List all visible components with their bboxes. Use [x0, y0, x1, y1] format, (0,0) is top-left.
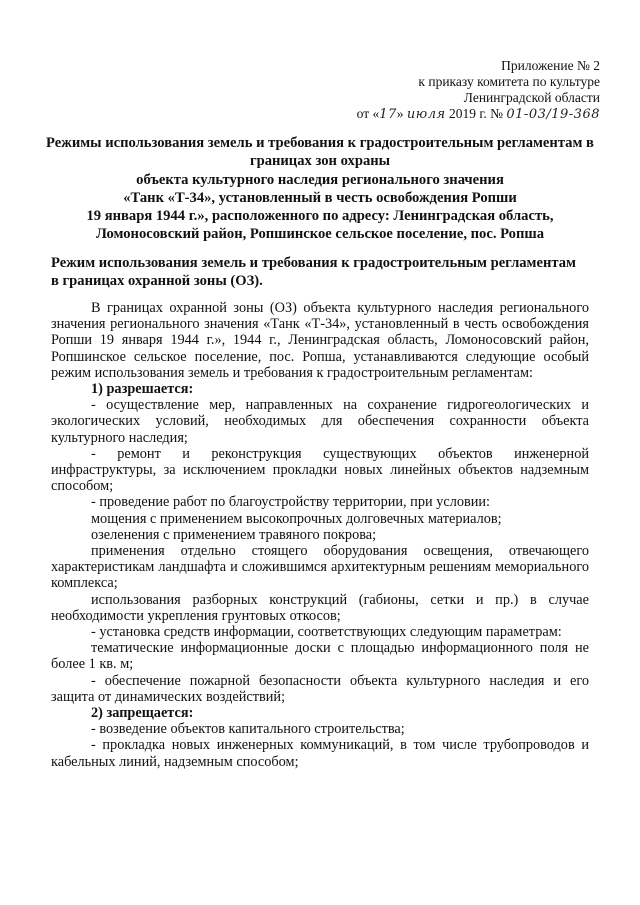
forbidden-item: - возведение объектов капитального строительства;: [91, 721, 405, 738]
allowed-item: - обеспечение пожарной безопасности объекта культурного наследия и его защита от динамических воздействий;: [51, 672, 589, 705]
appendix-line-3: Ленинградской области: [463, 90, 600, 105]
intro-paragraph: В границах охранной зоны (ОЗ) объекта культурного наследия регионального значения регионального значения «Танк «Т-34», установленный в честь освобождения Ропши 19 января 1944 г.», 1944 г., Ленинградская область, Ломоносовский район, Ропшинское сельское поселение, пос. Ропша, устанавливаются следующие особый режим использования земель и требования к градостроительным регламентам:: [51, 300, 589, 381]
allowed-item: мощения с применением высокопрочных долговечных материалов;: [91, 510, 502, 527]
allowed-heading: 1) разрешается:: [91, 381, 194, 398]
date-mid-2: 2019 г. №: [445, 106, 507, 121]
date-mid-1: »: [396, 106, 407, 121]
allowed-item: - проведение работ по благоустройству территории, при условии:: [91, 494, 490, 511]
allowed-item: использования разборных конструкций (габионы, сетки и пр.) в случае необходимости укрепления грунтовых откосов;: [51, 591, 589, 624]
allowed-item: тематические информационные доски с площадью информационного поля не более 1 кв. м;: [51, 640, 589, 673]
appendix-date-line: [300, 106, 600, 123]
title-line: Ломоносовский район, Ропшинское сельское поселение, пос. Ропша: [95, 226, 545, 243]
handwritten-month: июля: [406, 107, 446, 122]
allowed-item: - ремонт и реконструкция существующих объектов инженерной инфраструктуры, за исключением прокладки новых линейных объектов надземным способом;: [51, 445, 589, 495]
document-title: [20, 134, 620, 244]
appendix-line-1: Приложение № 2: [501, 58, 600, 73]
forbidden-item: - прокладка новых инженерных коммуникаций, в том числе трубопроводов и кабельных линий, надземным способом;: [51, 737, 589, 770]
handwritten-day: 17: [379, 107, 397, 122]
appendix-header: [300, 58, 600, 123]
allowed-item: - установка средств информации, соответствующих следующим параметрам:: [91, 624, 562, 641]
section-heading-line: Режим использования земель и требования к градостроительным регламентам: [51, 255, 576, 271]
section-heading: [51, 254, 611, 290]
section-heading-line: в границах охранной зоны (ОЗ).: [51, 273, 263, 289]
title-line: объекта культурного наследия регионального значения: [136, 171, 504, 188]
title-line: Режимы использования земель и требования к градостроительным регламентам в: [46, 135, 594, 151]
allowed-item: применения отдельно стоящего оборудования освещения, отвечающего характеристикам ландшафта и сложившимся архитектурным решениям мемориального комплекса;: [51, 543, 589, 592]
date-prefix: от «: [356, 106, 380, 121]
document-body: [51, 300, 589, 770]
title-line: «Танк «Т-34», установленный в честь освобождения Ропши: [123, 189, 517, 206]
handwritten-order-number: 01-03/19-368: [506, 107, 600, 122]
appendix-line-2: к приказу комитета по культуре: [418, 74, 600, 89]
allowed-item: - осуществление мер, направленных на сохранение гидрогеологических и экологических условий, необходимых для обеспечения сохранности объекта культурного наследия;: [51, 397, 589, 446]
title-line: границах зон охраны: [249, 153, 391, 170]
forbidden-heading: 2) запрещается:: [91, 705, 194, 722]
allowed-item: озеленения с применением травяного покрова;: [91, 526, 377, 543]
title-line: 19 января 1944 г.», расположенного по адресу: Ленинградская область,: [86, 208, 554, 225]
